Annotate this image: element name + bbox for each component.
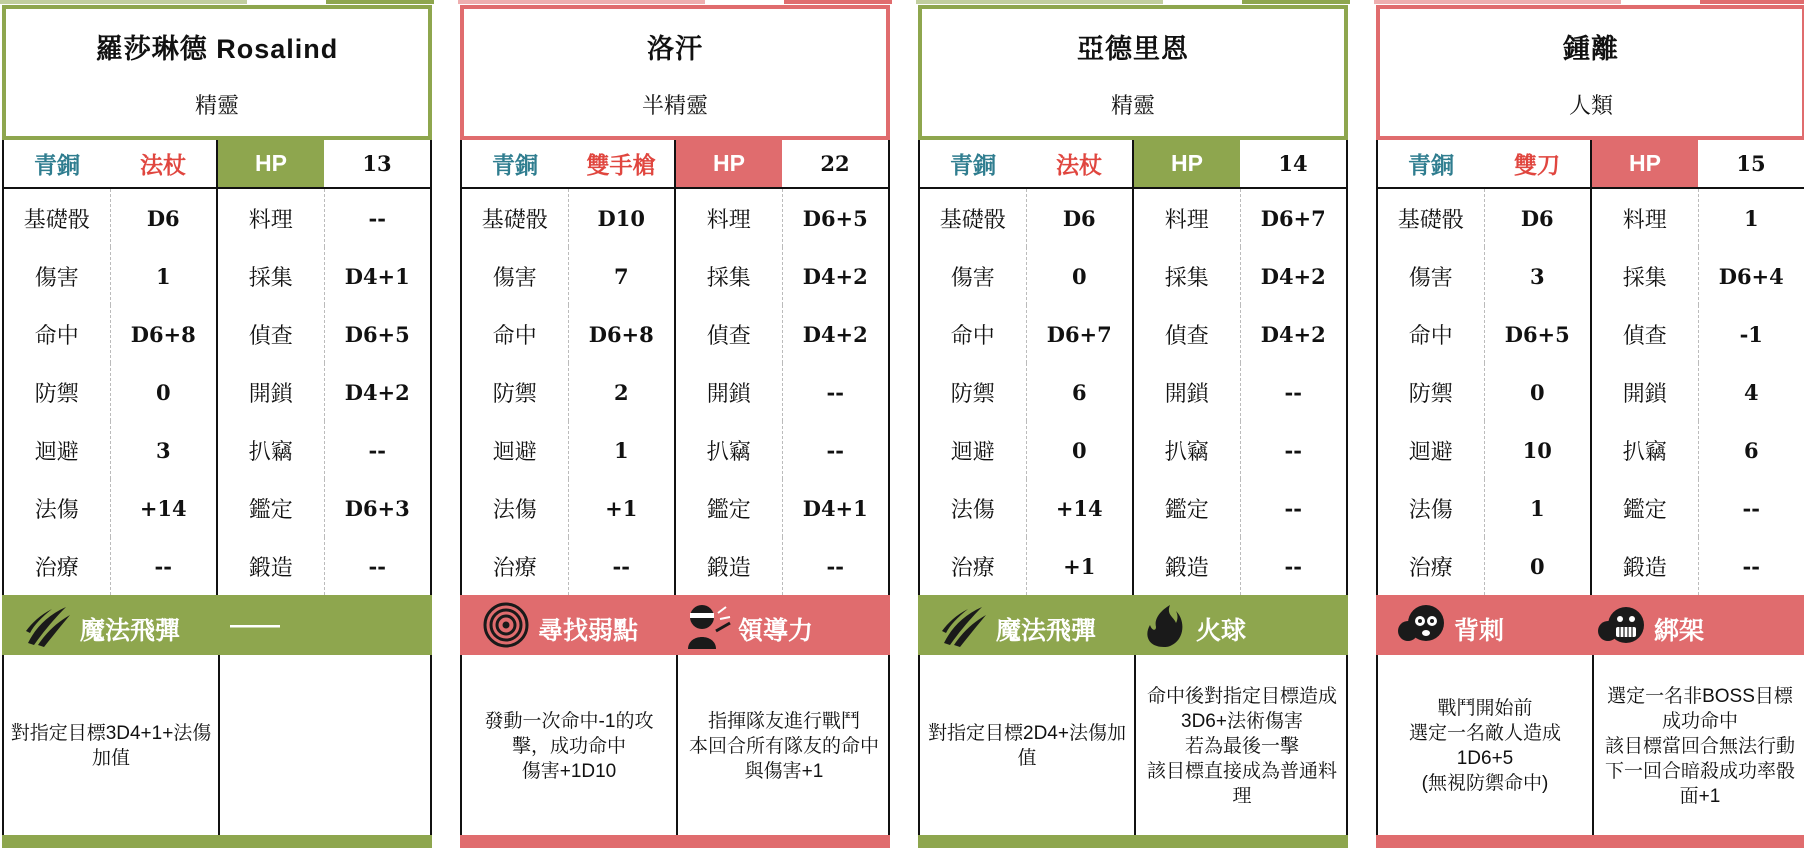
hp-value: 13 [324,140,431,188]
skill-name: 鍛造 [217,537,324,595]
character-race: 精靈 [194,93,239,118]
stat-row [3,188,431,247]
kidnap-icon [1596,601,1648,649]
skill-1 [918,595,1133,655]
stats-header-row [3,140,431,188]
skill-value: D6+7 [1240,188,1347,247]
skill-name: 扒竊 [1591,421,1698,479]
skill-name: 料理 [675,188,782,247]
stat-value: D10 [568,188,675,247]
weapon-label: 法杖 [110,140,217,188]
skill-value: D4+1 [782,479,889,537]
stat-value: 7 [568,247,675,305]
stat-name: 迴避 [1377,421,1484,479]
card-bottom-bar [2,835,432,848]
character-card-3 [916,0,1350,848]
skill-name: 扒竊 [1133,421,1240,479]
character-card-4 [1374,0,1804,848]
stat-name: 法傷 [1377,479,1484,537]
stat-name: 基礎骰 [1377,188,1484,247]
stat-name: 基礎骰 [461,188,568,247]
skill-value: D4+2 [1240,305,1347,363]
stat-row [1377,305,1804,363]
stat-row [3,247,431,305]
stat-value: D6+7 [1026,305,1133,363]
character-name: 洛汗 [647,34,703,64]
skill-name: 鑑定 [1133,479,1240,537]
skill-value: -- [1240,479,1347,537]
hp-label: HP [217,140,324,188]
skill-2-name: 綁架 [1654,617,1705,645]
skill-name: 開鎖 [1133,363,1240,421]
stat-value: +14 [110,479,217,537]
stat-name: 法傷 [461,479,568,537]
stat-row [919,305,1347,363]
stat-value: 3 [1484,247,1591,305]
skill-name: 採集 [1591,247,1698,305]
skill-1-name: 尋找弱點 [538,617,639,645]
stat-name: 命中 [919,305,1026,363]
skill-name: 扒竊 [217,421,324,479]
stat-name: 傷害 [919,247,1026,305]
stat-name: 迴避 [919,421,1026,479]
stat-name: 治療 [461,537,568,595]
skill-value: D4+2 [1240,247,1347,305]
card-top-strip [458,0,892,4]
magic-missile-icon [22,601,74,649]
skill-2-description: 命中後對指定目標造成3D6+法術傷害 若為最後一擊 該目標直接成為普通料理 [1134,655,1348,837]
skill-1-description: 發動一次命中-1的攻擊，成功命中 傷害+1D10 [484,710,654,782]
hp-value: 14 [1240,140,1347,188]
stat-value: D6+5 [1484,305,1591,363]
stat-row [1377,188,1804,247]
skill-bar [1376,595,1804,655]
card-top-strip [916,0,1350,4]
stat-row [919,363,1347,421]
skill-2-name: 領導力 [738,617,814,645]
hp-label: HP [1133,140,1240,188]
skill-2-name: 火球 [1196,617,1247,645]
stat-name: 基礎骰 [919,188,1026,247]
stat-row [919,421,1347,479]
stat-value: 0 [1484,537,1591,595]
stats-table [918,140,1348,595]
skill-2-name: —— [230,611,280,639]
skill-value: D4+2 [782,247,889,305]
stat-name: 防禦 [919,363,1026,421]
skill-name: 採集 [1133,247,1240,305]
skill-2-description: 選定一名非BOSS目標成功命中 該目標當回合無法行動 下一回合暗殺成功率骰面+1 [1592,655,1804,837]
skill-bar [918,595,1348,655]
stat-row [461,363,889,421]
skill-value: -- [1698,537,1804,595]
stat-row [919,247,1347,305]
stat-value: 0 [110,363,217,421]
skill-value: D6+5 [782,188,889,247]
stat-value: D6 [110,188,217,247]
stat-row [919,479,1347,537]
stat-value: -- [568,537,675,595]
stat-name: 命中 [461,305,568,363]
stat-value: +1 [1026,537,1133,595]
fireball-icon [1138,601,1190,649]
skill-value: -1 [1698,305,1804,363]
stat-row [3,479,431,537]
stat-value: 6 [1026,363,1133,421]
stat-row [919,188,1347,247]
skill-value: 4 [1698,363,1804,421]
stat-value: D6+8 [568,305,675,363]
card-header [1376,5,1804,140]
skill-name: 開鎖 [675,363,782,421]
backstab-icon [1396,601,1448,649]
skill-descriptions [2,655,432,837]
stat-row [1377,363,1804,421]
stat-name: 命中 [3,305,110,363]
stats-header-row [461,140,889,188]
card-bottom-bar [918,835,1348,848]
skill-name: 鑑定 [675,479,782,537]
skill-2-description [218,655,432,837]
skill-value: -- [1698,479,1804,537]
stat-value: D6+8 [110,305,217,363]
stat-row [461,188,889,247]
leader-icon [680,601,732,649]
skill-1-name: 背刺 [1454,617,1505,645]
stat-name: 防禦 [1377,363,1484,421]
skill-name: 開鎖 [1591,363,1698,421]
skill-name: 鑑定 [1591,479,1698,537]
stat-row [3,421,431,479]
card-header [460,5,890,140]
skill-name: 偵查 [1133,305,1240,363]
skill-value: D4+1 [324,247,431,305]
stat-value: +1 [568,479,675,537]
skill-value: -- [782,421,889,479]
stat-value: 2 [568,363,675,421]
card-top-strip [0,0,434,4]
stat-name: 命中 [1377,305,1484,363]
skill-value: 1 [1698,188,1804,247]
stat-name: 傷害 [461,247,568,305]
hp-label: HP [675,140,782,188]
stat-row [919,537,1347,595]
skill-value: D6+3 [324,479,431,537]
skill-value: -- [1240,421,1347,479]
stats-table [2,140,432,595]
skill-bar [460,595,890,655]
weapon-label: 雙手槍 [568,140,675,188]
skill-name: 偵查 [1591,305,1698,363]
skill-value: D6+5 [324,305,431,363]
stat-name: 法傷 [3,479,110,537]
skill-name: 偵查 [675,305,782,363]
stat-value: 0 [1484,363,1591,421]
stat-row [1377,537,1804,595]
target-icon [480,601,532,649]
skill-name: 扒竊 [675,421,782,479]
skill-name: 鑑定 [217,479,324,537]
hp-value: 22 [782,140,889,188]
stats-header-row [1377,140,1804,188]
character-name: 羅莎琳德 Rosalind [95,34,339,64]
skill-name: 鍛造 [1133,537,1240,595]
card-header [2,5,432,140]
skill-name: 料理 [1133,188,1240,247]
skill-1 [460,595,675,655]
card-bottom-bar [1376,835,1804,848]
skill-1-description: 對指定目標3D4+1+法傷加值 [10,723,212,769]
stat-row [3,537,431,595]
skill-name: 開鎖 [217,363,324,421]
character-race: 人類 [1568,93,1613,118]
skill-value: D4+2 [782,305,889,363]
stat-value: 1 [110,247,217,305]
character-card-1 [0,0,434,848]
skill-descriptions [460,655,890,837]
stat-name: 防禦 [3,363,110,421]
skill-value: -- [1240,537,1347,595]
stat-row [461,479,889,537]
character-card-2 [458,0,892,848]
card-top-strip [1374,0,1804,4]
skill-value: D4+2 [324,363,431,421]
stat-name: 迴避 [461,421,568,479]
card-header [918,5,1348,140]
stat-value: 0 [1026,247,1133,305]
stats-header-row [919,140,1347,188]
stat-name: 傷害 [3,247,110,305]
skill-1-name: 魔法飛彈 [80,617,181,645]
stats-table [460,140,890,595]
skill-name: 鍛造 [675,537,782,595]
skill-1 [2,595,217,655]
stat-name: 法傷 [919,479,1026,537]
weapon-label: 雙刀 [1484,140,1591,188]
card-bottom-bar [460,835,890,848]
hp-label: HP [1591,140,1698,188]
skill-value: -- [782,537,889,595]
skill-2 [1576,595,1791,655]
stat-row [1377,479,1804,537]
skill-1-description: 對指定目標2D4+法傷加值 [928,723,1126,769]
stat-value: 0 [1026,421,1133,479]
skill-name: 採集 [217,247,324,305]
skill-value: 6 [1698,421,1804,479]
weapon-label: 法杖 [1026,140,1133,188]
skill-1-name: 魔法飛彈 [996,617,1097,645]
stat-row [1377,247,1804,305]
skill-value: -- [324,188,431,247]
tier-label: 青銅 [3,140,110,188]
tier-label: 青銅 [919,140,1026,188]
skill-1-description: 戰鬥開始前 選定一名敵人造成1D6+5 (無視防禦命中) [1408,698,1561,794]
skill-value: -- [1240,363,1347,421]
skill-2 [660,595,875,655]
stat-value: D6 [1484,188,1591,247]
skill-name: 料理 [1591,188,1698,247]
stat-name: 傷害 [1377,247,1484,305]
stat-row [461,305,889,363]
stat-row [3,305,431,363]
skill-2 [202,595,417,655]
character-name: 鍾離 [1563,34,1619,64]
tier-label: 青銅 [461,140,568,188]
stat-value: 10 [1484,421,1591,479]
stat-value: -- [110,537,217,595]
stat-name: 防禦 [461,363,568,421]
skill-descriptions [1376,655,1804,837]
skill-value: -- [782,363,889,421]
stat-row [461,537,889,595]
stat-name: 治療 [3,537,110,595]
skill-name: 料理 [217,188,324,247]
stat-row [461,247,889,305]
skill-name: 鍛造 [1591,537,1698,595]
stat-value: D6 [1026,188,1133,247]
stat-row [3,363,431,421]
stat-value: 1 [1484,479,1591,537]
character-name: 亞德里恩 [1077,34,1189,64]
stat-value: +14 [1026,479,1133,537]
skill-value: -- [324,537,431,595]
skill-bar [2,595,432,655]
hp-value: 15 [1698,140,1804,188]
magic-missile-icon [938,601,990,649]
stat-name: 基礎骰 [3,188,110,247]
skill-2 [1118,595,1333,655]
character-race: 半精靈 [641,93,708,118]
stat-row [1377,421,1804,479]
stat-name: 治療 [1377,537,1484,595]
stat-name: 治療 [919,537,1026,595]
skill-name: 採集 [675,247,782,305]
skill-descriptions [918,655,1348,837]
skill-name: 偵查 [217,305,324,363]
character-race: 精靈 [1110,93,1155,118]
tier-label: 青銅 [1377,140,1484,188]
skill-2-description: 指揮隊友進行戰鬥 本回合所有隊友的命中與傷害+1 [676,655,890,837]
stat-name: 迴避 [3,421,110,479]
skill-value: -- [324,421,431,479]
stat-value: 3 [110,421,217,479]
stat-value: 1 [568,421,675,479]
stats-table [1376,140,1804,595]
skill-value: D6+4 [1698,247,1804,305]
skill-1 [1376,595,1591,655]
stat-row [461,421,889,479]
